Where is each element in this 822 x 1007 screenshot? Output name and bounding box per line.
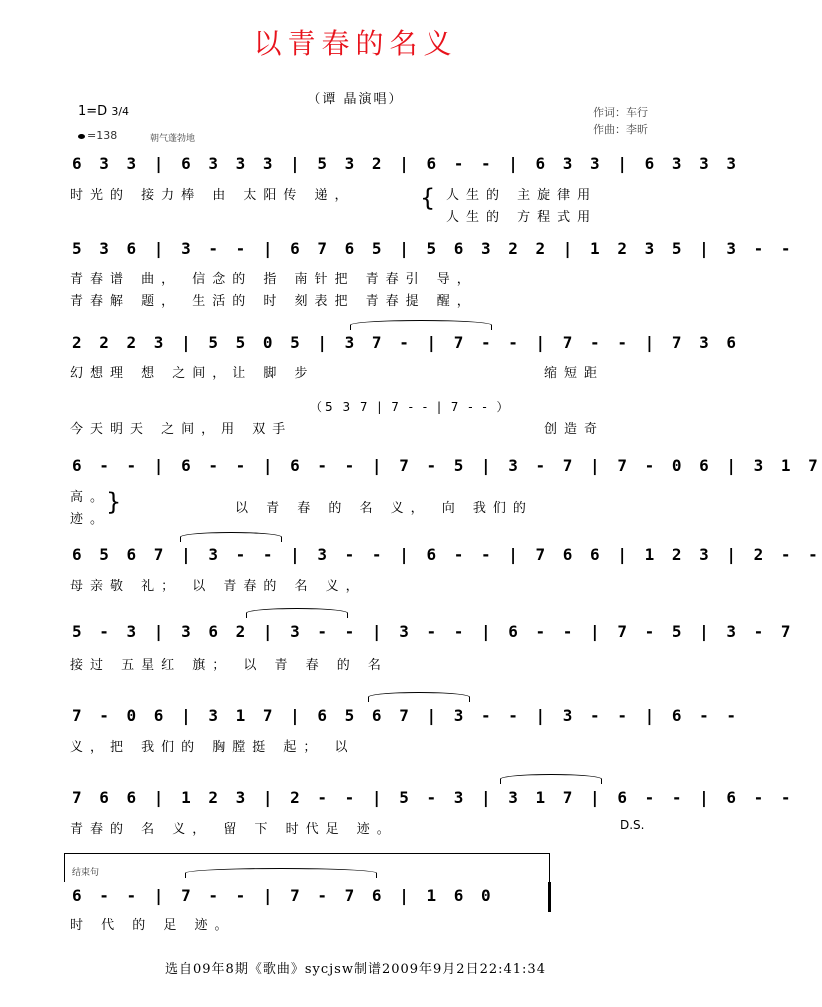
lyric-row-1: 时光的 接力棒 由 太阳传 递，: [70, 188, 355, 203]
lyric-row-6: 接过 五星红 旗； 以 青 春 的 名: [70, 658, 388, 673]
lyric-row-1-verse1: 人生的 主旋律用: [446, 188, 598, 203]
lyric-row-3-verse2: 今天明天 之间，用 双手: [70, 422, 293, 437]
key-label: 1=D: [78, 104, 108, 119]
notation-row-1: 6 3 3 | 6 3 3 3 | 5 3 2 | 6 - - | 6 3 3 | 6 3 3 3: [72, 154, 741, 173]
lyric-row-3-verse1: 幻想理 想 之间，让 脚 步: [70, 366, 315, 381]
dal-segno-marking: D.S.: [620, 818, 645, 832]
credits: [593, 104, 648, 138]
tie-arc: [246, 608, 348, 618]
tie-arc: [500, 774, 602, 784]
notation-row-7: 7 - 0 6 | 3 1 7 | 6 5 6 7 | 3 - - | 3 - - | 6 - -: [72, 706, 741, 725]
notation-row-6: 5 - 3 | 3 6 2 | 3 - - | 3 - - | 6 - - | 7 - 5 | 3 - 7: [72, 622, 795, 641]
tie-arc: [185, 868, 377, 878]
lyric-row-4-refrain: 以 青 春 的 名 义， 向 我们的: [235, 501, 533, 516]
lyricist: 作词：车行: [593, 106, 648, 119]
brace-icon: {: [420, 184, 436, 212]
lyric-row-8: 青春的 名 义， 留 下 时代足 迹。: [70, 822, 397, 837]
key-signature: [78, 104, 129, 119]
closing-brace-icon: }: [106, 488, 122, 516]
tempo-value: =138: [87, 129, 118, 142]
lyric-row-4-verse1: 高。: [70, 490, 111, 505]
lyric-row-7: 义，把 我们的 胸膛挺 起； 以: [70, 740, 355, 755]
composer: 作曲：李昕: [593, 123, 648, 136]
notation-row-8: 7 6 6 | 1 2 3 | 2 - - | 5 - 3 | 3 1 7 | 6 - - | 6 - -: [72, 788, 795, 807]
lyric-row-2-verse1: 青春谱 曲， 信念的 指 南针把 青春引 导，: [70, 272, 477, 287]
quarter-note-icon: [78, 134, 85, 139]
notation-row-2: 5 3 6 | 3 - - | 6 7 6 5 | 5 6 3 2 2 | 1 2 3 5 | 3 - -: [72, 239, 795, 258]
lyric-row-3-verse1-end: 缩短距: [544, 366, 605, 381]
singer-credit: （谭 晶演唱）: [307, 92, 404, 107]
tempo-marking: [78, 129, 117, 142]
lyric-row-2-verse2: 青春解 题， 生活的 时 刻表把 青春提 醒，: [70, 294, 477, 309]
tie-arc: [350, 320, 492, 330]
footer-source: 选自09年8期《歌曲》sycjsw制谱2009年9月2日22:41:34: [165, 962, 546, 977]
final-barline: [548, 882, 551, 912]
lyric-ending: 时 代 的 足 迹。: [70, 918, 235, 933]
notation-row-5: 6 5 6 7 | 3 - - | 3 - - | 6 - - | 7 6 6 | 1 2 3 | 2 - -: [72, 545, 822, 564]
tie-arc: [180, 532, 282, 542]
tie-arc: [368, 692, 470, 702]
notation-row-4: 6 - - | 6 - - | 6 - - | 7 - 5 | 3 - 7 | 7 - 0 6 | 3 1 7: [72, 456, 822, 475]
time-signature: 3/4: [111, 105, 130, 118]
lyric-row-1-verse2: 人生的 方程式用: [446, 210, 598, 225]
notation-row-3: 2 2 2 3 | 5 5 0 5 | 3 7 - | 7 - - | 7 - - | 7 3 6: [72, 333, 741, 352]
lyric-row-3-verse2-end: 创造奇: [544, 422, 605, 437]
ending-label: 结束句: [72, 868, 100, 878]
page-title: 以青春的名义: [253, 27, 458, 60]
lyric-row-4-verse2: 迹。: [70, 512, 111, 527]
mood-marking: 朝气蓬勃地: [150, 134, 196, 144]
alternate-notation: （5 3 7 | 7 - - | 7 - - ）: [310, 400, 512, 414]
notation-ending: 6 - - | 7 - - | 7 - 7 6 | 1 6 0: [72, 886, 495, 905]
lyric-row-5: 母亲敬 礼； 以 青春的 名 义，: [70, 579, 366, 594]
